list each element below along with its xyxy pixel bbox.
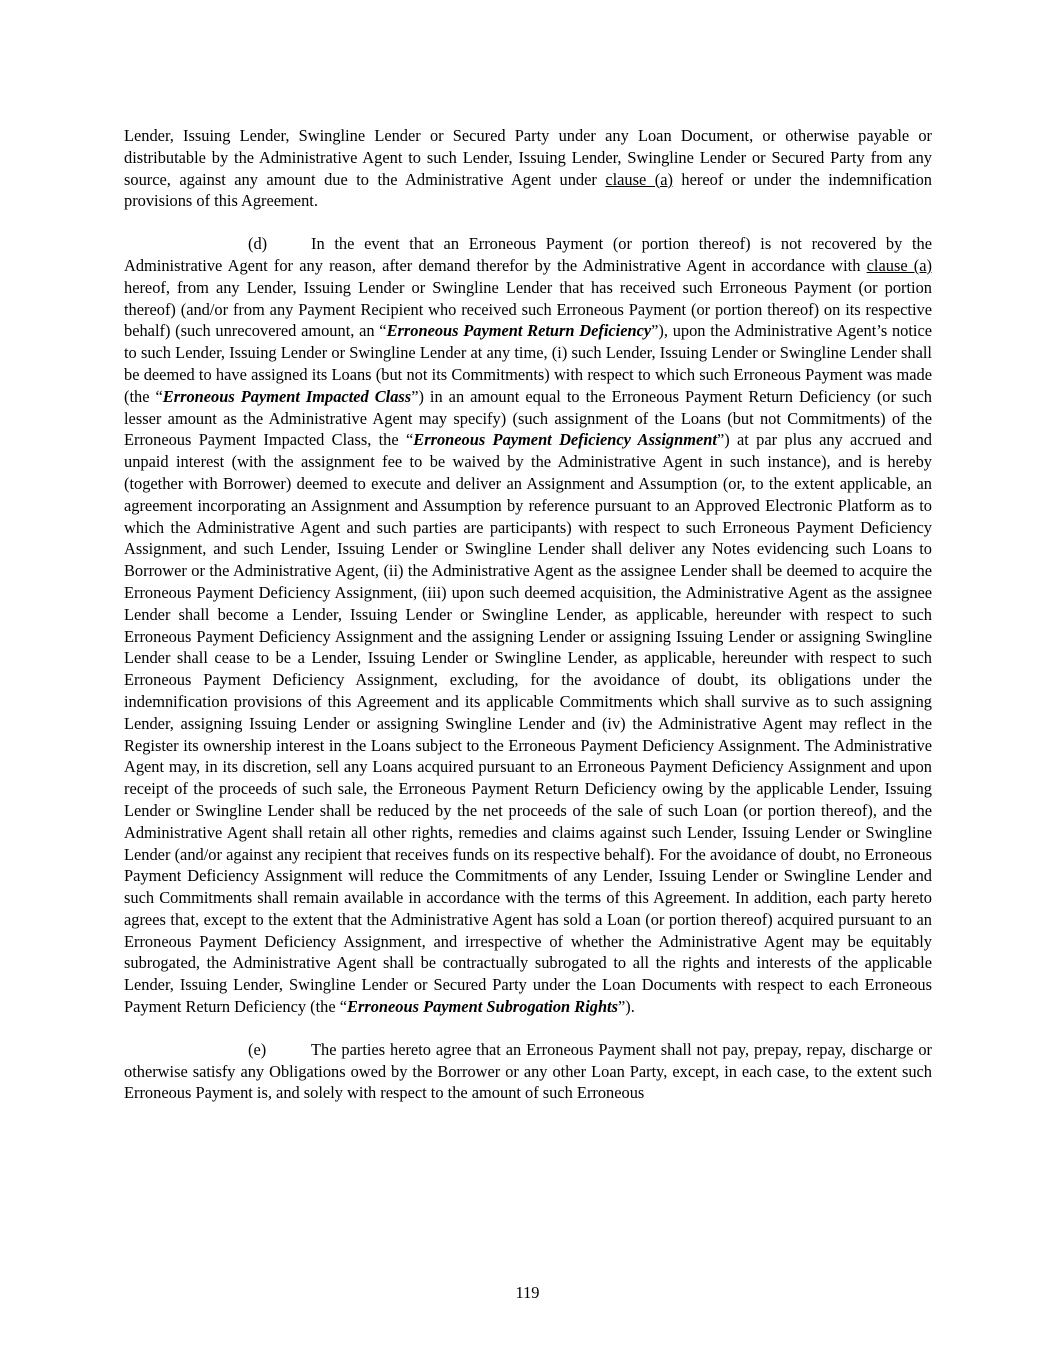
paragraph-label-e: (e): [248, 1039, 267, 1059]
defined-term: Erroneous Payment Impacted Class: [162, 386, 412, 406]
paragraph-label-d: (d): [248, 234, 268, 254]
clause-a-reference: clause (a): [605, 169, 673, 189]
paragraph-text: Lender, Issuing Lender, Swingline Lender or Secured Party under any Loan Document, or otherwise payable or distributable by the Administrative Agent to such Lender, Issuing Lender, Swingline Lender or Secured Party from any source, against any amount due to the Administrative Agent under: [124, 126, 932, 189]
defined-term: Erroneous Payment Subrogation Rights: [347, 997, 618, 1017]
paragraph-continuation: [124, 125, 932, 212]
paragraph-text: ”), upon the Administrative Agent’s notice to such Lender, Issuing Lender or Swingline Lender at any time, (i) such Lender, Issuing Lender or Swingline Lender shall be deemed to have assigned its Loans (but not its Commitments) with respect to which such Erroneous Payment was made (the “: [124, 321, 932, 406]
paragraph-text: ”).: [618, 997, 635, 1017]
paragraph-e: [124, 1039, 932, 1104]
paragraph-text: In the event that an Erroneous Payment (or portion thereof) is not recovered by the Administrative Agent for any reason, after demand therefor by the Administrative Agent in accordance with: [124, 234, 932, 275]
defined-term: Erroneous Payment Deficiency Assignment: [413, 430, 717, 450]
defined-term: Erroneous Payment Return Deficiency: [386, 321, 652, 341]
paragraph-text: ”) in an amount equal to the Erroneous Payment Return Deficiency (or such lesser amount as the Administrative Agent may specify) (such assignment of the Loans (but not Commitments) of the Erroneous Payment Impacted Class, the “: [124, 386, 932, 450]
document-body: [124, 125, 932, 1104]
page-number: 119: [515, 1283, 540, 1302]
clause-a-reference: clause (a): [866, 255, 932, 275]
paragraph-text: The parties hereto agree that an Erroneous Payment shall not pay, prepay, repay, discharge or otherwise satisfy any Obligations owed by the Borrower or any other Loan Party, except, in each case, to the extent such Erroneous Payment is, and solely with respect to the amount of such Erroneous: [124, 1039, 932, 1103]
paragraph-d: [124, 233, 932, 1018]
paragraph-text: ”) at par plus any accrued and unpaid interest (with the assignment fee to be waived by the Administrative Agent in such instance), and is hereby (together with Borrower) deemed to execute and deliver an Assignment and Assumption (or, to the extent applicable, an agreement incorporating an Assignment and Assumption by reference pursuant to an Approved Electronic Platform as to which the Administrative Agent and such parties are participants) with respect to such Erroneous Payment Deficiency Assignment, and such Lender, Issuing Lender or Swingline Lender shall deliver any Notes evidencing such Loans to Borrower or the Administrative Agent, (ii) the Administrative Agent as the assignee Lender shall be deemed to acquire the Erroneous Payment Deficiency Assignment, (iii) upon such deemed acquisition, the Administrative Agent as the assignee Lender shall become a Lender, Issuing Lender or Swingline Lender, as applicable, hereunder with respect to such Erroneous Payment Deficiency Assignment and the assigning Lender or assigning Issuing Lender or assigning Swingline Lender shall cease to be a Lender, Issuing Lender or Swingline Lender, as applicable, hereunder with respect to such Erroneous Payment Deficiency Assignment, excluding, for the avoidance of doubt, its obligations under the indemnification provisions of this Agreement and its applicable Commitments which shall survive as to such assigning Lender, assigning Issuing Lender or assigning Swingline Lender and (iv) the Administrative Agent may reflect in the Register its ownership interest in the Loans subject to the Erroneous Payment Deficiency Assignment. The Administrative Agent may, in its discretion, sell any Loans acquired pursuant to an Erroneous Payment Deficiency Assignment and upon receipt of the proceeds of such sale, the Erroneous Payment Return Deficiency owing by the applicable Lender, Issuing Lender or Swingline Lender shall be reduced by the net proceeds of the sale of such Loan (or portion thereof), and the Administrative Agent shall retain all other rights, remedies and claims against such Lender, Issuing Lender or Swingline Lender (and/or against any recipient that receives funds on its respective behalf). For the avoidance of doubt, no Erroneous Payment Deficiency Assignment will reduce the Commitments of any Lender, Issuing Lender or Swingline Lender and such Commitments shall remain available in accordance with the terms of this Agreement. In addition, each party hereto agrees that, except to the extent that the Administrative Agent has sold a Loan (or portion thereof) acquired pursuant to an Erroneous Payment Deficiency Assignment, and irrespective of whether the Administrative Agent may be equitably subrogated, the Administrative Agent shall be contractually subrogated to all the rights and interests of the applicable Lender, Issuing Lender, Swingline Lender or Secured Party under the Loan Documents with respect to each Erroneous Payment Return Deficiency (the “: [124, 430, 933, 1017]
paragraph-text: hereof or under the indemnification provisions of this Agreement.: [124, 169, 933, 211]
paragraph-text: hereof, from any Lender, Issuing Lender or Swingline Lender that has received such Erroneous Payment (or portion thereof) (and/or from any Payment Recipient who received such Erroneous Payment (or portion thereof) on its respective behalf) (such unrecovered amount, an “: [124, 277, 932, 341]
